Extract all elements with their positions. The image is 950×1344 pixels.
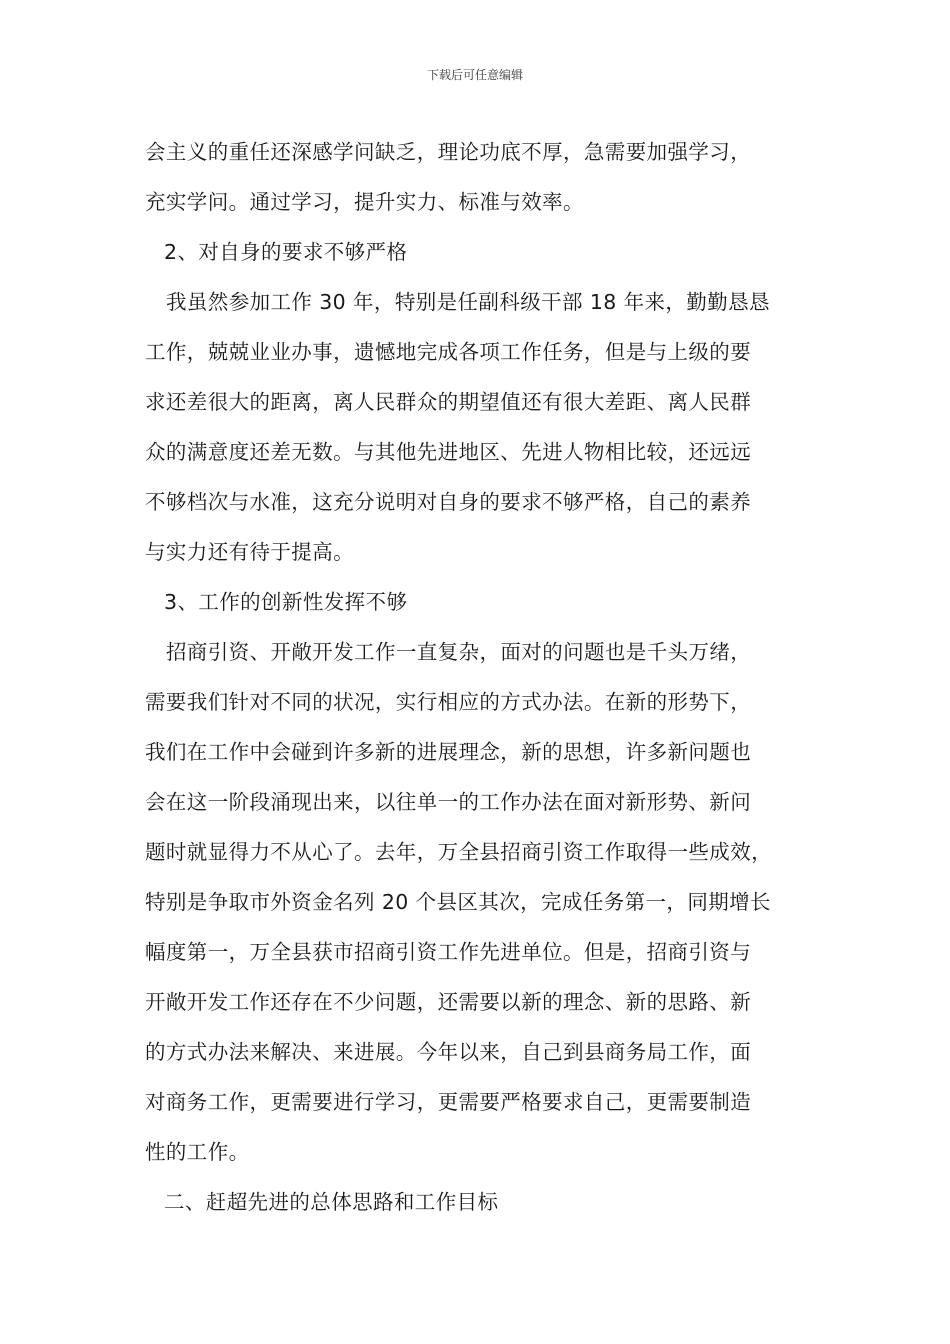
body-line: 我虽然参加工作 30 年，特别是任副科级干部 18 年来，勤勤恳恳 (166, 290, 770, 314)
body-line: 特别是争取市外资金名列 20 个县区其次，完成任务第一，同期增长 (145, 890, 771, 914)
body-line: 性的工作。 (145, 1140, 250, 1164)
body-line: 对商务工作，更需要进行学习，更需要严格要求自己，更需要制造 (145, 1090, 752, 1114)
section-heading: 3、工作的创新性发挥不够 (164, 590, 408, 614)
body-line: 充实学问。通过学习，提升实力、标准与效率。 (145, 190, 584, 214)
body-line: 与实力还有待于提高。 (145, 540, 354, 564)
body-line: 幅度第一，万全县获市招商引资工作先进单位。但是，招商引资与 (145, 940, 752, 964)
document-body (145, 127, 825, 1227)
body-line: 会主义的重任还深感学问缺乏，理论功底不厚，急需要加强学习， (145, 140, 752, 164)
body-line: 开敞开发工作还存在不少问题，还需要以新的理念、新的思路、新 (145, 990, 752, 1014)
body-line: 的方式办法来解决、来进展。今年以来，自己到县商务局工作，面 (145, 1040, 752, 1064)
body-line: 会在这一阶段涌现出来，以往单一的工作办法在面对新形势、新问 (145, 790, 752, 814)
section-heading: 二、赶超先进的总体思路和工作目标 (164, 1190, 499, 1214)
page-header: 下载后可任意编辑 (426, 68, 523, 82)
body-line: 不够档次与水准，这充分说明对自身的要求不够严格，自己的素养 (145, 490, 752, 514)
body-line: 众的满意度还差无数。与其他先进地区、先进人物相比较，还远远 (145, 440, 752, 464)
body-line: 求还差很大的距离，离人民群众的期望值还有很大差距、离人民群 (145, 390, 752, 414)
body-line: 我们在工作中会碰到许多新的进展理念，新的思想，许多新问题也 (145, 740, 752, 764)
section-heading: 2、对自身的要求不够严格 (164, 240, 408, 264)
body-line: 招商引资、开敞开发工作一直复杂，面对的问题也是千头万绪， (166, 640, 752, 664)
body-line: 需要我们针对不同的状况，实行相应的方式办法。在新的形势下， (145, 690, 752, 714)
body-line: 题时就显得力不从心了。去年，万全县招商引资工作取得一些成效， (145, 840, 772, 864)
body-line: 工作，兢兢业业办事，遗憾地完成各项工作任务，但是与上级的要 (145, 340, 752, 364)
